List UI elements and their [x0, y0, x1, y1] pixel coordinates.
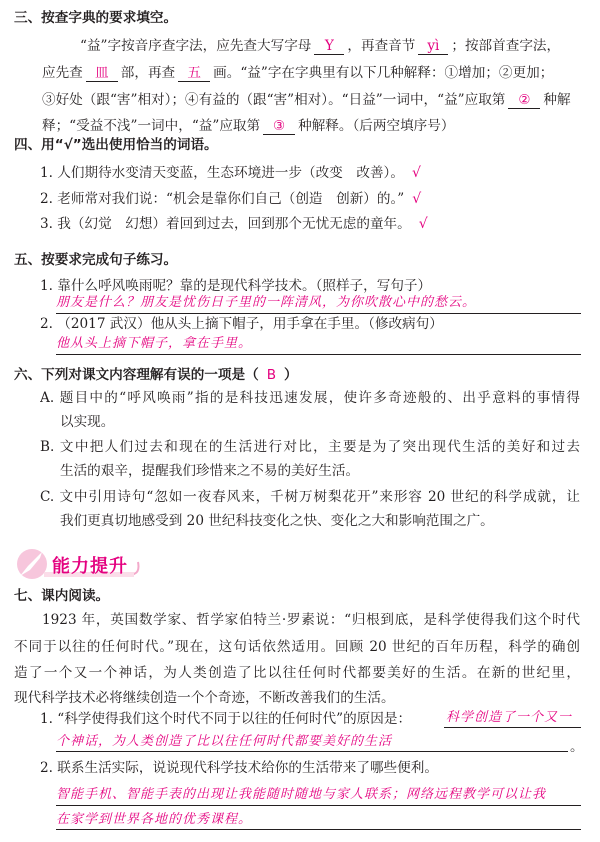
s5-question-2: 2. （2017 武汉）他从头上摘下帽子，用手拿在手里。（修改病句）: [40, 316, 443, 332]
s3-line-3: [42, 91, 571, 109]
text: ，再查音节: [347, 38, 416, 54]
text: 种解释。（后两空填序号）: [298, 118, 455, 134]
check-mark-icon: √: [411, 165, 421, 181]
section-banner-title: 能力提升: [52, 556, 128, 577]
choice-answer: B: [266, 367, 277, 383]
answer-line: [56, 751, 568, 752]
text: “益”字按音序查字法，应先查大写字母: [80, 38, 312, 54]
s4-item-2: [40, 190, 421, 208]
passage-line-3: 造了一个又一个神话，为人类创造了比以往任何时代都要美好的生活。在新的世纪里，: [14, 665, 580, 681]
answer-line: [444, 727, 581, 728]
answer-line: [56, 354, 581, 355]
option-a-line-2: 以实现。: [60, 414, 115, 430]
answer-blank: 五: [178, 66, 210, 82]
section-6-heading: [14, 366, 298, 384]
text: 应先查: [42, 65, 83, 81]
text: ；按部首查字法，: [451, 38, 561, 54]
s7-question-2: 2. 联系生活实际，说说现代科学技术给你的生活带来了哪些便利。: [40, 760, 438, 776]
option-c-line-2: 我们更真切地感受到 20 世纪科技变化之快、变化之大和影响范围之广。: [60, 513, 494, 529]
text: ）: [284, 367, 298, 383]
section-7-heading: 七、课内阅读。: [14, 588, 110, 604]
section-4-heading: 四、用“√”选出使用恰当的词语。: [14, 137, 218, 153]
option-b-line-2: 生活的艰辛，提醒我们珍惜来之不易的美好生活。: [60, 463, 360, 479]
s5-answer-1: 朋友是什么？朋友是忧伤日子里的一阵清风，为你吹散心中的愁云。: [56, 295, 477, 310]
section-3-heading: 三、按查字典的要求填空。: [14, 10, 178, 26]
text: 六、下列对课文内容理解有误的一项是（: [14, 367, 259, 383]
s5-question-1: 1. 靠什么呼风唤雨呢？靠的是现代科学技术。（照样子，写句子）: [40, 278, 432, 294]
item-text: 2. 老师常对我们说：“机会是靠你们自己（创造 创新）的。”: [40, 191, 405, 207]
check-mark-icon: √: [412, 191, 422, 207]
s3-line-4: [42, 117, 454, 135]
answer-blank: 皿: [86, 66, 118, 82]
period: 。: [570, 739, 584, 755]
s7-question-1: 1. “科学使得我们这个时代不同于以往的任何时代”的原因是：: [40, 711, 412, 727]
item-text: 3. 我（幻觉 幻想）着回到过去，回到那个无忧无虑的童年。: [40, 216, 411, 232]
check-mark-icon: √: [418, 216, 428, 232]
option-c-line-1: C. 文中引用诗句“忽如一夜春风来，千树万树梨花开”来形容 20 世纪的科学成就，让: [40, 489, 580, 505]
s3-line-2: [42, 64, 553, 82]
item-text: 1. 人们期待水变清天变蓝，生态环境进一步（改变 改善）。: [40, 165, 404, 181]
s3-line-1: [80, 37, 560, 55]
text: ③好处（跟“害”相对）；④有益的（跟“害”相对）。“日益”一词中，“益”应取第: [42, 92, 506, 108]
text: 释；“受益不浅”一词中，“益”应取第: [42, 118, 261, 134]
text: 画。“益”字在字典里有以下几种解释：①增加；②更加；: [213, 65, 554, 81]
option-b-line-1: B. 文中把人们过去和现在的生活进行对比，主要是为了突出现代生活的美好和过去: [40, 439, 580, 455]
s7-answer-1a: 科学创造了一个又一: [446, 710, 573, 725]
passage-line-4: 现代科学技术必将继续创造一个个奇迹，不断改善我们的生活。: [14, 690, 395, 706]
s4-item-1: [40, 164, 421, 182]
answer-blank: Y: [314, 39, 344, 55]
s7-answer-2b: 在家学到世界各地的优秀课程。: [56, 812, 253, 827]
answer-line: [56, 829, 581, 830]
answer-blank: ③: [263, 119, 295, 135]
text: 种解: [543, 92, 571, 108]
passage-line-1: 1923 年，英国数学家、哲学家伯特兰·罗素说：“归根到底，是科学使得我们这个时代: [42, 612, 580, 628]
answer-line: [56, 313, 581, 314]
text: 部，再查: [120, 65, 176, 81]
answer-line: [56, 805, 581, 806]
section-5-heading: 五、按要求完成句子练习。: [14, 252, 178, 268]
answer-blank: yì: [418, 39, 448, 55]
s4-item-3: [40, 215, 428, 233]
answer-blank: ②: [508, 93, 540, 109]
s7-answer-2a: 智能手机、智能手表的出现让我能随时随地与家人联系；网络远程教学可以让我: [56, 787, 547, 802]
passage-line-2: 不同于以往的任何时代。”现在，这句话依然适用。回顾 20 世纪的百年历程，科学的确创: [14, 639, 580, 655]
option-a-line-1: A. 题目中的“呼风唤雨”指的是科技迅速发展，使许多奇迹般的、出乎意料的事情得: [40, 390, 580, 406]
s7-answer-1b: 个神话，为人类创造了比以往任何时代都要美好的生活: [56, 734, 393, 749]
s5-answer-2: 他从头上摘下帽子，拿在手里。: [56, 336, 253, 351]
